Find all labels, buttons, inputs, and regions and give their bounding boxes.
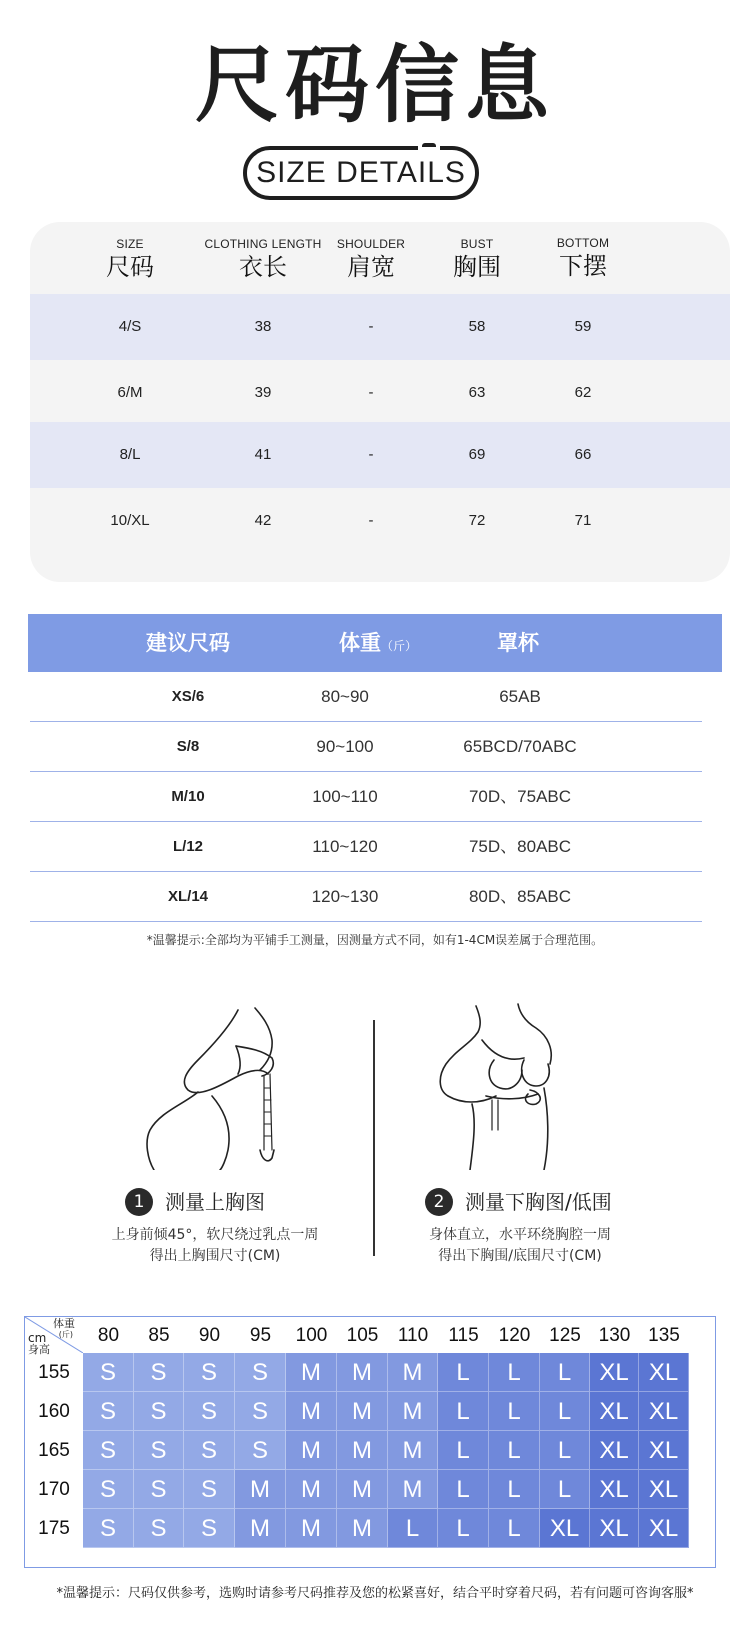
step-2-description: 身体直立，水平环绕胸腔一周 得出下胸围/底围尺寸(CM) xyxy=(429,1227,611,1264)
subtitle-notch-decoration xyxy=(418,141,440,151)
step-number-badge: 1 xyxy=(125,1188,153,1216)
under-bust-measure-illustration xyxy=(432,1000,592,1170)
size-cell: S xyxy=(184,1353,235,1392)
size-cell: S xyxy=(134,1470,184,1509)
size-cell: M xyxy=(337,1353,388,1392)
cell-bust: 63 xyxy=(468,384,486,401)
cell-length: 42 xyxy=(254,512,272,529)
size-cell: XL xyxy=(590,1353,639,1392)
size-cell: L xyxy=(438,1392,489,1431)
table-row xyxy=(30,672,702,722)
size-cell: L xyxy=(388,1509,438,1548)
size-cell: XL xyxy=(639,1353,689,1392)
weight-table-header xyxy=(28,614,722,672)
size-cell: S xyxy=(184,1431,235,1470)
size-cell: S xyxy=(134,1431,184,1470)
cell-size: 6/M xyxy=(117,384,143,401)
corner-unit-label: cm xyxy=(28,1331,47,1345)
table-row xyxy=(30,422,730,488)
size-cell: M xyxy=(286,1353,337,1392)
cell-size: L/12 xyxy=(172,838,203,855)
size-cell: XL xyxy=(590,1392,639,1431)
cell-shoulder: - xyxy=(368,446,374,463)
cell-cup: 65BCD/70ABC xyxy=(463,737,577,756)
weight-column-header: 100 xyxy=(295,1325,328,1346)
cell-bust: 69 xyxy=(468,446,486,463)
size-cell: L xyxy=(540,1470,590,1509)
size-cell: L xyxy=(489,1470,540,1509)
cell-size: 8/L xyxy=(119,446,141,463)
size-cell: S xyxy=(235,1431,286,1470)
cell-shoulder: - xyxy=(368,384,374,401)
size-cell: M xyxy=(337,1470,388,1509)
size-cell: L xyxy=(540,1392,590,1431)
size-recommendation-note: *温馨提示：尺码仅供参考，选购时请参考尺码推荐及您的松紧喜好，结合平时穿着尺码，若有问题可咨询客服* xyxy=(56,1586,694,1601)
size-cell: XL xyxy=(639,1509,689,1548)
height-row-header: 170 xyxy=(38,1479,70,1500)
size-cell: L xyxy=(489,1392,540,1431)
cell-cup: 75D、80ABC xyxy=(468,837,572,856)
cell-length: 38 xyxy=(254,318,272,335)
column-header-bottom: BOTTOM 下摆 xyxy=(556,236,610,280)
size-cell: M xyxy=(286,1431,337,1470)
cell-weight: 80~90 xyxy=(321,687,369,706)
size-cell: XL xyxy=(639,1470,689,1509)
size-cell: XL xyxy=(540,1509,590,1548)
weight-column-header: 85 xyxy=(148,1325,170,1346)
size-cell: L xyxy=(438,1353,489,1392)
size-cell: M xyxy=(286,1470,337,1509)
table-row xyxy=(30,294,730,360)
cell-cup: 80D、85ABC xyxy=(468,887,572,906)
cell-bust: 58 xyxy=(468,318,486,335)
size-cell: M xyxy=(337,1431,388,1470)
step-title: 测量上胸图 xyxy=(165,1190,265,1214)
illustration-divider xyxy=(373,1020,375,1256)
size-cell: S xyxy=(184,1509,235,1548)
size-cell: M xyxy=(388,1353,438,1392)
cell-size: 10/XL xyxy=(110,512,150,529)
size-cell: S xyxy=(83,1431,134,1470)
cell-length: 39 xyxy=(254,384,272,401)
weight-column-header: 120 xyxy=(498,1325,531,1346)
size-cell: XL xyxy=(590,1431,639,1470)
weight-column-header: 125 xyxy=(549,1325,581,1346)
cell-size: S/8 xyxy=(176,738,200,755)
size-cell: S xyxy=(184,1470,235,1509)
table-row xyxy=(30,822,702,872)
cell-bottom: 66 xyxy=(574,446,592,463)
cell-shoulder: - xyxy=(368,512,374,529)
header-cup: 罩杯 xyxy=(497,631,539,655)
page-subtitle: SIZE DETAILS xyxy=(243,146,479,200)
cell-size: XS/6 xyxy=(171,688,205,705)
weight-column-header: 90 xyxy=(198,1325,221,1346)
weight-column-header: 80 xyxy=(97,1325,120,1346)
step-number-badge: 2 xyxy=(425,1188,453,1216)
cell-weight: 90~100 xyxy=(316,737,374,756)
weight-column-header: 95 xyxy=(249,1325,272,1346)
corner-weight-label: 体重 xyxy=(53,1317,75,1330)
table-row xyxy=(30,360,730,426)
size-cell: L xyxy=(438,1470,489,1509)
size-cell: M xyxy=(235,1509,286,1548)
size-cell: M xyxy=(235,1470,286,1509)
size-cell: L xyxy=(540,1353,590,1392)
cell-weight: 120~130 xyxy=(311,887,379,906)
size-table-header xyxy=(30,222,730,304)
cell-size: XL/14 xyxy=(167,888,209,905)
size-cell: M xyxy=(286,1509,337,1548)
column-header-length: CLOTHING LENGTH 衣长 xyxy=(204,237,322,281)
table-row xyxy=(30,872,702,922)
size-cell: S xyxy=(134,1392,184,1431)
column-header-bust: BUST 胸围 xyxy=(453,237,501,281)
cell-shoulder: - xyxy=(368,318,374,335)
cell-bust: 72 xyxy=(468,512,486,529)
size-cell: M xyxy=(286,1392,337,1431)
cell-bottom: 71 xyxy=(574,512,592,529)
size-cell: S xyxy=(83,1392,134,1431)
column-header-size: SIZE 尺码 xyxy=(106,237,154,281)
cell-cup: 70D、75ABC xyxy=(468,787,572,806)
column-header-shoulder: SHOULDER 肩宽 xyxy=(336,237,406,281)
cell-cup: 65AB xyxy=(499,687,541,706)
cell-size: 4/S xyxy=(118,318,142,335)
size-cell: S xyxy=(134,1353,184,1392)
header-weight-unit: （斤） xyxy=(380,639,417,653)
height-row-header: 165 xyxy=(38,1440,70,1461)
cell-weight: 110~120 xyxy=(312,837,378,856)
cell-bottom: 62 xyxy=(574,384,592,401)
corner-height-label: 身高 xyxy=(28,1343,50,1356)
table-row xyxy=(30,722,702,772)
size-cell: S xyxy=(235,1353,286,1392)
size-cell: XL xyxy=(590,1470,639,1509)
size-cell: S xyxy=(134,1509,184,1548)
weight-column-header: 115 xyxy=(448,1325,479,1346)
step-title: 测量下胸图/低围 xyxy=(465,1190,612,1214)
cell-bottom: 59 xyxy=(574,318,592,335)
table-row xyxy=(30,488,730,554)
size-cell: S xyxy=(83,1470,134,1509)
size-cell: XL xyxy=(590,1509,639,1548)
size-cell: S xyxy=(235,1392,286,1431)
size-cell: XL xyxy=(639,1392,689,1431)
height-row-header: 175 xyxy=(38,1518,70,1539)
measurement-note: *温馨提示:全部均为平铺手工测量，因测量方式不同，如有1-4CM误差属于合理范围。 xyxy=(146,933,604,947)
size-cell: M xyxy=(337,1509,388,1548)
weight-column-header: 135 xyxy=(648,1325,680,1346)
upper-bust-measure-illustration xyxy=(140,1000,320,1170)
size-cell: XL xyxy=(639,1431,689,1470)
size-cell: L xyxy=(438,1431,489,1470)
size-cell: M xyxy=(337,1392,388,1431)
table-row xyxy=(30,772,702,822)
size-cell: L xyxy=(438,1509,489,1548)
cell-size: M/10 xyxy=(171,788,205,805)
weight-column-header: 130 xyxy=(598,1325,631,1346)
weight-column-header: 110 xyxy=(397,1325,429,1346)
size-cell: S xyxy=(83,1353,134,1392)
size-cell: L xyxy=(489,1509,540,1548)
step-1-description: 上身前倾45°，软尺绕过乳点一周 得出上胸围尺寸(CM) xyxy=(111,1227,319,1264)
size-cell: L xyxy=(489,1353,540,1392)
cell-length: 41 xyxy=(254,446,272,463)
cell-weight: 100~110 xyxy=(312,787,378,806)
corner-weight-unit: (斤) xyxy=(58,1330,73,1339)
size-cell: S xyxy=(83,1509,134,1548)
header-suggested-size: 建议尺码 xyxy=(146,631,230,655)
page-title: 尺码信息 xyxy=(194,36,555,134)
size-cell: M xyxy=(388,1431,438,1470)
size-cell: S xyxy=(184,1392,235,1431)
size-cell: M xyxy=(388,1470,438,1509)
height-row-header: 160 xyxy=(38,1401,70,1422)
size-cell: L xyxy=(489,1431,540,1470)
size-detail-table xyxy=(30,222,730,582)
weight-column-header: 105 xyxy=(346,1325,379,1346)
size-cell: M xyxy=(388,1392,438,1431)
size-cell: L xyxy=(540,1431,590,1470)
grid-corner xyxy=(25,1317,83,1356)
header-weight: 体重（斤） xyxy=(338,631,417,655)
height-row-header: 155 xyxy=(38,1362,70,1383)
height-weight-size-grid xyxy=(24,1316,716,1568)
